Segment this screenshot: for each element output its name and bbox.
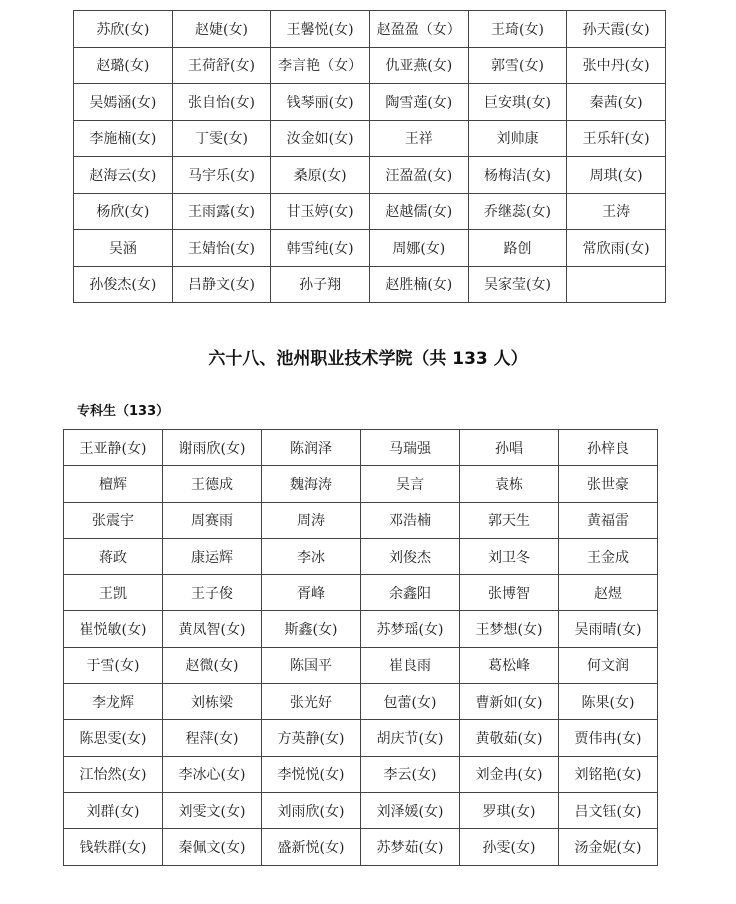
name-cell: 刘雯文(女) (163, 792, 262, 828)
name-cell: 于雪(女) (64, 647, 163, 683)
name-cell: 甘玉婷(女) (271, 193, 370, 230)
name-table-previous-institution (73, 10, 666, 303)
name-cell: 斯鑫(女) (262, 611, 361, 647)
name-cell: 李言艳（女） (271, 47, 370, 84)
name-cell: 刘俊杰 (361, 538, 460, 574)
name-cell: 刘栋梁 (163, 684, 262, 720)
name-cell: 张世豪 (559, 466, 658, 502)
name-cell: 陶雪莲(女) (369, 84, 468, 121)
name-cell: 王亚静(女) (64, 430, 163, 466)
name-cell: 钱轶群(女) (64, 829, 163, 865)
name-cell: 汤金妮(女) (559, 829, 658, 865)
name-cell: 曹新如(女) (460, 684, 559, 720)
table-row (74, 11, 666, 48)
name-cell: 秦茜(女) (567, 84, 666, 121)
name-cell: 韩雪纯(女) (271, 230, 370, 267)
name-cell: 刘卫冬 (460, 538, 559, 574)
name-cell: 张光好 (262, 684, 361, 720)
name-cell: 李云(女) (361, 756, 460, 792)
name-cell: 孙天霞(女) (567, 11, 666, 48)
name-cell: 马瑞强 (361, 430, 460, 466)
name-cell: 王婧怡(女) (172, 230, 271, 267)
name-cell: 胡庆节(女) (361, 720, 460, 756)
name-cell: 王德成 (163, 466, 262, 502)
name-cell: 仇亚燕(女) (369, 47, 468, 84)
name-cell: 黄凤智(女) (163, 611, 262, 647)
table-row (74, 84, 666, 121)
name-cell: 秦佩文(女) (163, 829, 262, 865)
name-cell: 盛新悦(女) (262, 829, 361, 865)
name-cell: 钱琴丽(女) (271, 84, 370, 121)
name-cell: 黄福雷 (559, 502, 658, 538)
name-cell: 杨梅洁(女) (468, 157, 567, 194)
name-cell: 方英静(女) (262, 720, 361, 756)
table-row (64, 502, 658, 538)
table-row (64, 466, 658, 502)
name-cell: 陈思雯(女) (64, 720, 163, 756)
name-cell: 李悦悦(女) (262, 756, 361, 792)
name-cell: 杨欣(女) (74, 193, 173, 230)
name-cell: 蒋政 (64, 538, 163, 574)
name-cell: 刘雨欣(女) (262, 792, 361, 828)
name-cell: 吴嫣涵(女) (74, 84, 173, 121)
name-cell: 李冰心(女) (163, 756, 262, 792)
name-cell: 孙俊杰(女) (74, 266, 173, 303)
name-cell: 葛松峰 (460, 647, 559, 683)
name-cell: 李龙辉 (64, 684, 163, 720)
name-cell: 张博智 (460, 575, 559, 611)
name-cell: 郭天生 (460, 502, 559, 538)
name-cell: 陈国平 (262, 647, 361, 683)
name-cell: 陈果(女) (559, 684, 658, 720)
name-cell: 苏梦茹(女) (361, 829, 460, 865)
name-cell: 周赛雨 (163, 502, 262, 538)
name-cell: 张自怡(女) (172, 84, 271, 121)
name-cell: 吴涵 (74, 230, 173, 267)
name-cell: 袁栋 (460, 466, 559, 502)
name-cell: 常欣雨(女) (567, 230, 666, 267)
name-cell: 孙雯(女) (460, 829, 559, 865)
name-cell: 刘泽媛(女) (361, 792, 460, 828)
name-cell: 张中丹(女) (567, 47, 666, 84)
name-cell: 王梦想(女) (460, 611, 559, 647)
name-cell: 谢雨欣(女) (163, 430, 262, 466)
name-cell: 赵海云(女) (74, 157, 173, 194)
name-cell: 汝金如(女) (271, 120, 370, 157)
name-cell: 赵婕(女) (172, 11, 271, 48)
name-cell: 刘铭艳(女) (559, 756, 658, 792)
name-cell: 丁雯(女) (172, 120, 271, 157)
name-cell: 张震宇 (64, 502, 163, 538)
name-cell: 王馨悦(女) (271, 11, 370, 48)
name-cell: 赵胜楠(女) (369, 266, 468, 303)
table-row (64, 647, 658, 683)
name-cell: 赵盈盈（女） (369, 11, 468, 48)
name-cell: 程萍(女) (163, 720, 262, 756)
name-cell: 罗琪(女) (460, 792, 559, 828)
name-cell: 孙唱 (460, 430, 559, 466)
table-row (64, 720, 658, 756)
name-cell: 余鑫阳 (361, 575, 460, 611)
table-row (64, 792, 658, 828)
name-cell: 贾伟冉(女) (559, 720, 658, 756)
name-cell: 巨安琪(女) (468, 84, 567, 121)
name-cell: 吴雨晴(女) (559, 611, 658, 647)
name-cell: 刘群(女) (64, 792, 163, 828)
table-row (64, 538, 658, 574)
name-cell: 刘帅康 (468, 120, 567, 157)
table-row (74, 193, 666, 230)
name-cell: 孙子翔 (271, 266, 370, 303)
name-cell: 邓浩楠 (361, 502, 460, 538)
name-cell: 苏欣(女) (74, 11, 173, 48)
table-row (64, 756, 658, 792)
name-cell: 王凯 (64, 575, 163, 611)
name-cell: 孙梓良 (559, 430, 658, 466)
name-cell: 王琦(女) (468, 11, 567, 48)
table-row (64, 575, 658, 611)
name-cell: 周涛 (262, 502, 361, 538)
name-cell: 赵璐(女) (74, 47, 173, 84)
name-cell: 刘金冉(女) (460, 756, 559, 792)
name-cell: 胥峰 (262, 575, 361, 611)
name-cell: 黄敬茹(女) (460, 720, 559, 756)
table-row (74, 47, 666, 84)
table-row (74, 230, 666, 267)
table-row (64, 611, 658, 647)
table-row (74, 120, 666, 157)
name-cell: 陈润泽 (262, 430, 361, 466)
name-cell: 包蕾(女) (361, 684, 460, 720)
name-cell: 乔继蕊(女) (468, 193, 567, 230)
name-cell: 吴家莹(女) (468, 266, 567, 303)
name-cell: 赵越儒(女) (369, 193, 468, 230)
name-cell (567, 266, 666, 303)
student-category-heading: 专科生（133） (77, 404, 170, 419)
name-cell: 江怡然(女) (64, 756, 163, 792)
name-cell: 桑原(女) (271, 157, 370, 194)
name-cell: 王乐轩(女) (567, 120, 666, 157)
name-cell: 何文润 (559, 647, 658, 683)
name-cell: 吕文钰(女) (559, 792, 658, 828)
name-cell: 马宇乐(女) (172, 157, 271, 194)
name-cell: 王涛 (567, 193, 666, 230)
name-cell: 康运辉 (163, 538, 262, 574)
name-cell: 周娜(女) (369, 230, 468, 267)
name-cell: 王雨露(女) (172, 193, 271, 230)
name-cell: 吴言 (361, 466, 460, 502)
name-cell: 檀辉 (64, 466, 163, 502)
name-cell: 吕静文(女) (172, 266, 271, 303)
section-heading: 六十八、池州职业技术学院（共 133 人） (208, 349, 528, 369)
table-row (64, 829, 658, 865)
name-cell: 苏梦瑶(女) (361, 611, 460, 647)
name-cell: 王子俊 (163, 575, 262, 611)
name-cell: 赵煜 (559, 575, 658, 611)
name-cell: 周琪(女) (567, 157, 666, 194)
name-cell: 路创 (468, 230, 567, 267)
name-cell: 赵微(女) (163, 647, 262, 683)
name-cell: 汪盈盈(女) (369, 157, 468, 194)
name-cell: 郭雪(女) (468, 47, 567, 84)
table-row (74, 266, 666, 303)
name-cell: 崔良雨 (361, 647, 460, 683)
name-cell: 王祥 (369, 120, 468, 157)
name-cell: 崔悦敏(女) (64, 611, 163, 647)
table-row (74, 157, 666, 194)
table-row (64, 684, 658, 720)
name-cell: 李施楠(女) (74, 120, 173, 157)
name-cell: 李冰 (262, 538, 361, 574)
table-row (64, 430, 658, 466)
name-cell: 王荷舒(女) (172, 47, 271, 84)
name-table-chizhou-vocational (63, 429, 658, 866)
name-cell: 魏海涛 (262, 466, 361, 502)
name-cell: 王金成 (559, 538, 658, 574)
